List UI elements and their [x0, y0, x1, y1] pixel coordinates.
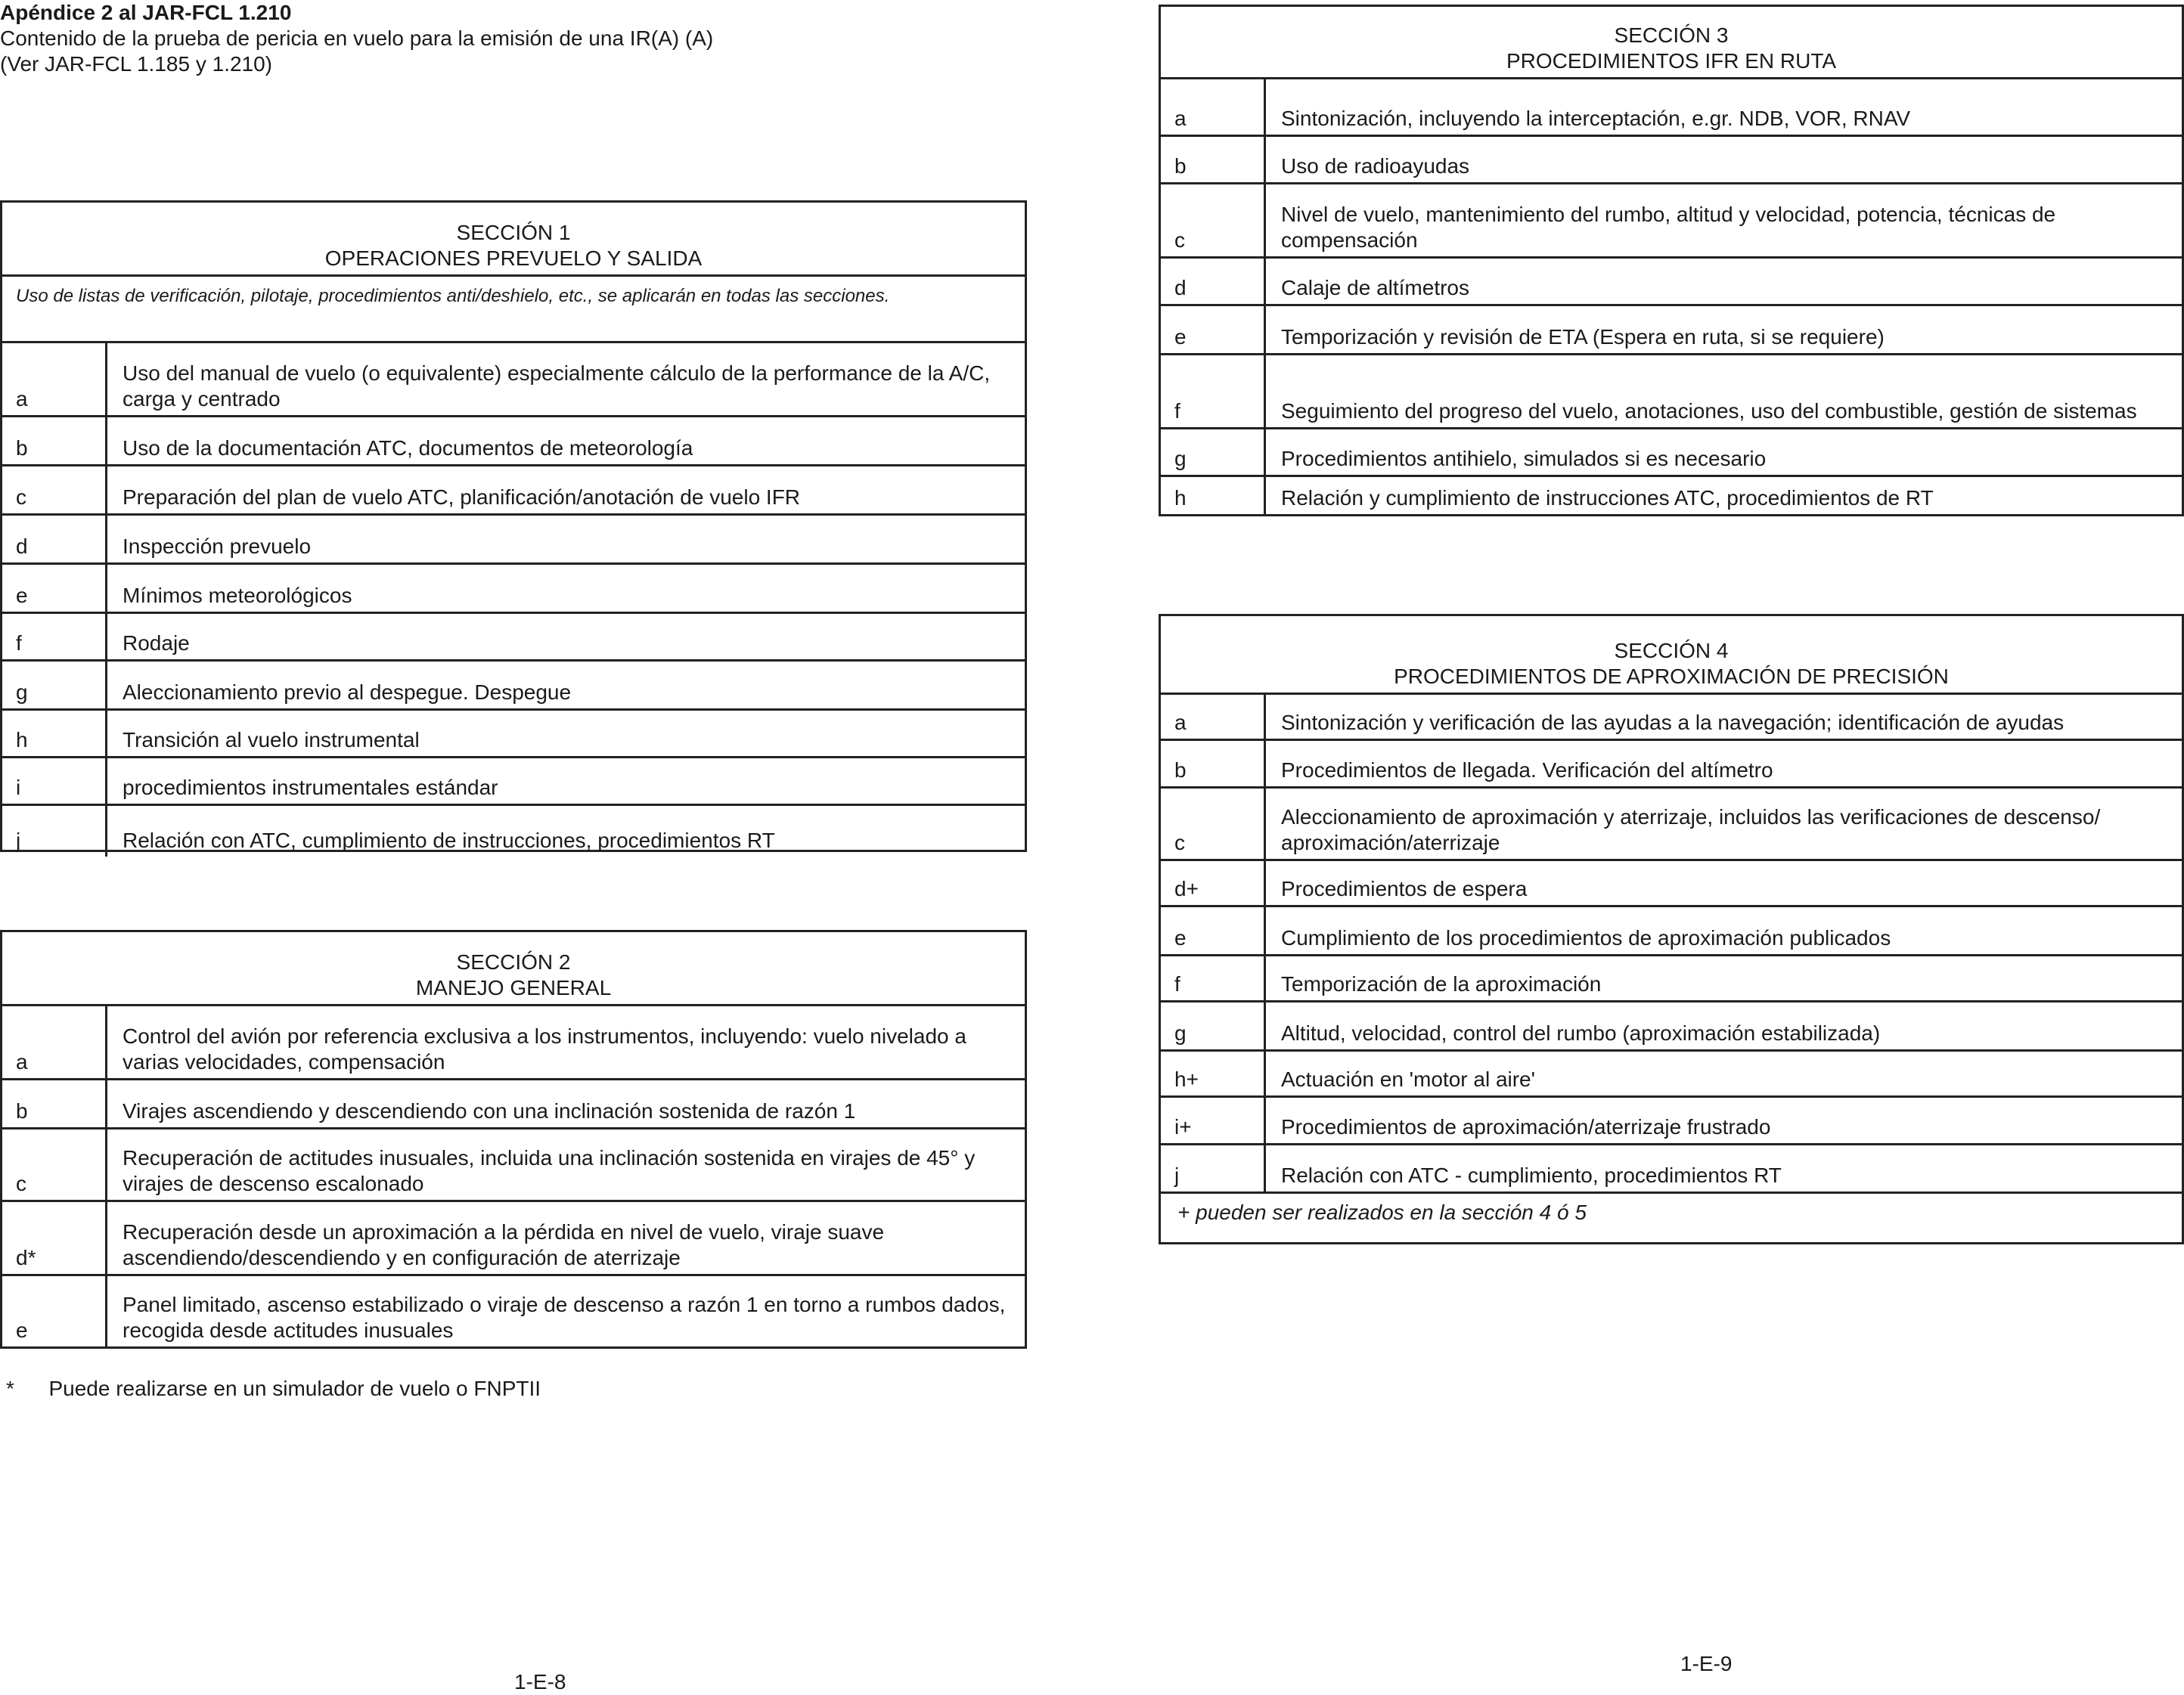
section-1-name: OPERACIONES PREVUELO Y SALIDA: [324, 246, 703, 270]
row-key: b: [1161, 137, 1266, 182]
row-key: g: [1161, 1002, 1266, 1049]
row-key: e: [1161, 306, 1266, 353]
row-text: Temporización de la aproximación: [1281, 972, 1602, 996]
row-key: d+: [1161, 861, 1266, 905]
section-1-heading: SECCIÓN 1: [456, 221, 571, 244]
row-key: h: [1161, 477, 1266, 514]
row-text: Rodaje: [123, 631, 190, 655]
row-key: a: [1161, 79, 1266, 135]
row-text: Aleccionamiento previo al despegue. Despegue: [123, 680, 572, 704]
row-text: Control del avión por referencia exclusiva a los instrumentos, incluyendo: vuelo nivelado a varias velocidades, compensación: [123, 1024, 966, 1074]
table-row: [1161, 741, 2182, 789]
table-row: [1161, 956, 2182, 1002]
table-row: [2, 1202, 1025, 1276]
table-row: [1161, 79, 2182, 137]
row-key: a: [2, 343, 107, 415]
table-row: [1161, 1052, 2182, 1098]
section-3-rows: [1161, 79, 2182, 514]
section-2-rows: [2, 1006, 1025, 1346]
row-key: e: [2, 565, 107, 612]
table-row: [2, 1006, 1025, 1080]
row-key: b: [1161, 741, 1266, 786]
table-row: [2, 343, 1025, 417]
table-row: [2, 758, 1025, 806]
row-key: f: [1161, 355, 1266, 427]
section-1-rows: [2, 343, 1025, 857]
section-4-table: [1159, 614, 2184, 1244]
table-row: [2, 806, 1025, 857]
row-key: h: [2, 711, 107, 756]
table-row: [1161, 861, 2182, 907]
row-key: a: [1161, 695, 1266, 739]
row-key: g: [1161, 429, 1266, 475]
row-text: procedimientos instrumentales estándar: [123, 776, 498, 799]
section-3-name: PROCEDIMIENTOS IFR EN RUTA: [1506, 49, 1837, 73]
section-2-heading: SECCIÓN 2: [456, 950, 571, 974]
table-row: [1161, 907, 2182, 956]
row-text: Mínimos meteorológicos: [123, 584, 352, 607]
table-row: [1161, 1145, 2182, 1191]
row-key: b: [2, 417, 107, 464]
table-row: [1161, 429, 2182, 477]
row-text: Procedimientos de aproximación/aterrizaje frustrado: [1281, 1115, 1771, 1139]
row-text: Uso de la documentación ATC, documentos de meteorología: [123, 436, 693, 460]
table-row: [1161, 306, 2182, 355]
row-text: Relación con ATC, cumplimiento de instrucciones, procedimientos RT: [123, 829, 775, 852]
row-key: c: [1161, 184, 1266, 256]
row-text: Calaje de altímetros: [1281, 276, 1470, 299]
table-row: [1161, 1098, 2182, 1145]
row-key: i+: [1161, 1098, 1266, 1143]
table-row: [1161, 355, 2182, 429]
row-text: Preparación del plan de vuelo ATC, planificación/anotación de vuelo IFR: [123, 485, 801, 509]
row-key: e: [1161, 907, 1266, 954]
table-row: [2, 662, 1025, 711]
footnote-mark: *: [6, 1377, 14, 1400]
table-row: [2, 565, 1025, 614]
row-key: c: [1161, 789, 1266, 859]
footnote-text: Puede realizarse en un simulador de vuelo o FNPTII: [48, 1377, 541, 1400]
row-text: Sintonización y verificación de las ayudas a la navegación; identificación de ayudas: [1281, 711, 2065, 734]
row-text: Seguimiento del progreso del vuelo, anotaciones, uso del combustible, gestión de sistemas: [1281, 399, 2137, 423]
row-key: h+: [1161, 1052, 1266, 1095]
row-key: c: [2, 466, 107, 513]
section-2-name: MANEJO GENERAL: [415, 976, 612, 999]
row-text: Relación y cumplimiento de instrucciones ATC, procedimientos de RT: [1281, 486, 1934, 510]
table-row: [2, 711, 1025, 758]
row-text: Relación con ATC - cumplimiento, procedimientos RT: [1281, 1164, 1782, 1187]
row-text: Actuación en 'motor al aire': [1281, 1068, 1535, 1091]
section-4-heading: SECCIÓN 4: [1614, 639, 1729, 662]
row-key: j: [2, 806, 107, 857]
row-key: j: [1161, 1145, 1266, 1191]
table-row: [2, 1129, 1025, 1202]
row-text: Virajes ascendiendo y descendiendo con una inclinación sostenida de razón 1: [123, 1099, 856, 1123]
table-row: [2, 1080, 1025, 1129]
row-text: Temporización y revisión de ETA (Espera en ruta, si se requiere): [1281, 325, 1885, 349]
row-key: b: [2, 1080, 107, 1127]
section-2-footnote: [6, 1376, 541, 1402]
row-key: f: [2, 614, 107, 659]
row-text: Aleccionamiento de aproximación y aterrizaje, incluidos las verificaciones de descenso/ aproximación/aterrizaje: [1281, 805, 2101, 854]
section-2-table: [0, 930, 1027, 1349]
row-key: e: [2, 1276, 107, 1346]
section-4-footer: + pueden ser realizados en la sección 4 ó 5: [1161, 1191, 2182, 1231]
table-row: [2, 614, 1025, 662]
row-key: a: [2, 1006, 107, 1078]
row-text: Panel limitado, ascenso estabilizado o viraje de descenso a razón 1 en torno a rumbos dados, recogida desde actitudes inusuales: [123, 1293, 1006, 1342]
section-3-header: [1161, 7, 2182, 79]
page-number-right: 1-E-9: [1680, 1652, 1733, 1675]
table-row: [1161, 695, 2182, 741]
row-text: Recuperación de actitudes inusuales, incluida una inclinación sostenida en virajes de 45° y virajes de descenso escalonado: [123, 1146, 976, 1195]
section-4-rows: [1161, 695, 2182, 1191]
section-1-note: Uso de listas de verificación, pilotaje, procedimientos anti/deshielo, etc., se aplicarán en todas las secciones.: [2, 277, 1025, 343]
page-number-left: 1-E-8: [514, 1670, 566, 1693]
row-key: c: [2, 1129, 107, 1200]
row-text: Procedimientos de llegada. Verificación del altímetro: [1281, 758, 1773, 782]
table-row: [1161, 184, 2182, 259]
section-1-table: [0, 200, 1027, 852]
table-row: [1161, 259, 2182, 306]
row-text: Uso de radioayudas: [1281, 154, 1470, 178]
row-text: Altitud, velocidad, control del rumbo (aproximación estabilizada): [1281, 1021, 1881, 1045]
row-text: Inspección prevuelo: [123, 535, 312, 558]
row-key: d: [1161, 259, 1266, 304]
row-key: f: [1161, 956, 1266, 1000]
section-2-header: [2, 932, 1025, 1006]
section-3-table: [1159, 5, 2184, 516]
section-3-heading: SECCIÓN 3: [1614, 23, 1729, 47]
table-row: [2, 417, 1025, 466]
document-header: [0, 0, 1059, 77]
section-4-name: PROCEDIMIENTOS DE APROXIMACIÓN DE PRECISIÓN: [1394, 665, 1949, 688]
table-row: [2, 1276, 1025, 1346]
table-row: [1161, 789, 2182, 861]
row-text: Recuperación desde un aproximación a la pérdida en nivel de vuelo, viraje suave ascendiendo/descendiendo y en configuración de aterrizaje: [123, 1220, 885, 1269]
row-key: d*: [2, 1202, 107, 1274]
row-text: Cumplimiento de los procedimientos de aproximación publicados: [1281, 926, 1891, 950]
section-4-header: [1161, 616, 2182, 695]
row-key: g: [2, 662, 107, 708]
appendix-reference: (Ver JAR-FCL 1.185 y 1.210): [0, 52, 273, 76]
row-key: i: [2, 758, 107, 804]
row-text: Procedimientos de espera: [1281, 877, 1528, 900]
row-text: Sintonización, incluyendo la interceptación, e.gr. NDB, VOR, RNAV: [1281, 107, 1911, 130]
table-row: [1161, 1002, 2182, 1052]
appendix-subtitle: Contenido de la prueba de pericia en vuelo para la emisión de una IR(A) (A): [0, 26, 714, 50]
table-row: [1161, 477, 2182, 514]
row-text: Procedimientos antihielo, simulados si es necesario: [1281, 447, 1767, 470]
table-row: [2, 466, 1025, 516]
row-text: Uso del manual de vuelo (o equivalente) especialmente cálculo de la performance de la A/C, carga y centrado: [123, 361, 991, 411]
table-row: [2, 516, 1025, 565]
row-key: d: [2, 516, 107, 562]
row-text: Transición al vuelo instrumental: [123, 728, 420, 751]
row-text: Nivel de vuelo, mantenimiento del rumbo, altitud y velocidad, potencia, técnicas de compensación: [1281, 203, 2056, 252]
section-1-header: [2, 203, 1025, 277]
table-row: [1161, 137, 2182, 184]
appendix-title: Apéndice 2 al JAR-FCL 1.210: [0, 1, 292, 24]
